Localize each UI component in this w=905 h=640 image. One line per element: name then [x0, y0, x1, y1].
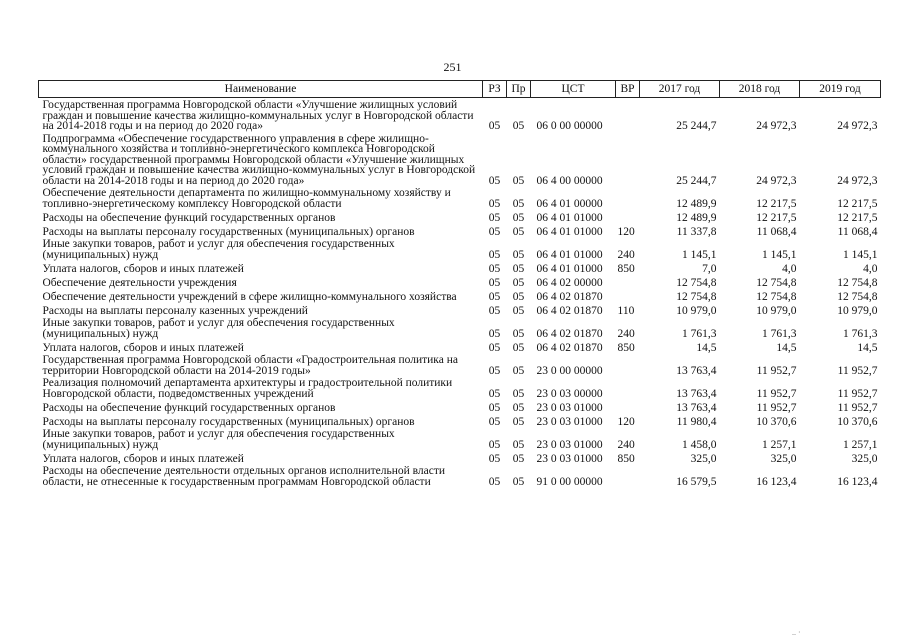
row-value-2018: 325,0 — [770, 452, 797, 465]
row-cst: 23 0 03 00000 — [536, 387, 603, 400]
row-vr — [616, 133, 640, 188]
row-value-2017: 12 489,9 — [676, 197, 717, 210]
row-name: Реализация полномочий департамента архитектуры и градостроительной политики Новгородской области, подведомственных учреждений — [42, 377, 453, 400]
row-value-2018: 12 754,8 — [756, 290, 797, 303]
row-cst: 06 0 00 00000 — [536, 120, 603, 132]
row-value-2018: 11 952,7 — [756, 364, 797, 377]
table-row — [39, 133, 881, 188]
row-value-2019: 11 952,7 — [837, 387, 878, 400]
row-name: Уплата налогов, сборов и иных платежей — [42, 452, 244, 465]
row-value-2018: 11 952,7 — [756, 387, 797, 400]
row-pr: 05 — [512, 438, 525, 451]
row-cst: 06 4 01 01000 — [536, 225, 603, 238]
row-value-2019: 10 979,0 — [837, 304, 878, 317]
header-name: Наименование — [39, 81, 483, 98]
row-value-2017: 10 979,0 — [676, 304, 717, 317]
row-name: Расходы на обеспечение деятельности отдельных органов исполнительной власти области, не отнесенные к государственным программам Новгородской области — [42, 465, 446, 488]
row-value-2019: 325,0 — [851, 452, 878, 465]
row-value-2017: 325,0 — [690, 452, 717, 465]
row-rz: 05 — [488, 364, 501, 377]
row-name: Уплата налогов, сборов и иных платежей — [42, 341, 244, 354]
row-name: Иные закупки товаров, работ и услуг для обеспечения государственных (муниципальных) нужд — [42, 317, 395, 340]
row-cst: 06 4 02 01870 — [536, 341, 603, 354]
table-row — [39, 238, 881, 261]
row-pr: 05 — [512, 415, 525, 428]
row-value-2017: 16 579,5 — [676, 475, 717, 488]
row-rz: 05 — [488, 475, 501, 488]
row-vr — [616, 400, 640, 414]
row-value-2019: 11 952,7 — [837, 401, 878, 414]
row-rz: 05 — [488, 341, 501, 354]
row-value-2018: 11 952,7 — [756, 401, 797, 414]
row-cst: 23 0 03 01000 — [536, 452, 603, 465]
table-row — [39, 224, 881, 238]
row-rz: 05 — [488, 174, 501, 187]
row-name: Расходы на обеспечение функций государственных органов — [42, 211, 336, 224]
table-row — [39, 340, 881, 354]
row-rz: 05 — [488, 197, 501, 210]
row-cst: 06 4 00 00000 — [536, 174, 603, 187]
row-rz: 05 — [488, 262, 501, 275]
row-vr — [616, 354, 640, 377]
row-value-2019: 12 754,8 — [837, 276, 878, 289]
row-value-2018: 12 217,5 — [756, 211, 797, 224]
table-row — [39, 261, 881, 275]
row-value-2019: 14,5 — [857, 341, 878, 354]
row-value-2019: 12 217,5 — [837, 211, 878, 224]
header-2018: 2018 год — [720, 81, 800, 98]
row-pr: 05 — [512, 341, 525, 354]
row-name: Расходы на выплаты персоналу казенных учреждений — [42, 304, 308, 317]
row-vr: 850 — [617, 452, 635, 465]
row-vr — [616, 210, 640, 224]
row-cst: 06 4 01 00000 — [536, 197, 603, 210]
row-value-2017: 25 244,7 — [676, 174, 717, 187]
row-value-2019: 1 145,1 — [843, 248, 878, 261]
row-rz: 05 — [488, 401, 501, 414]
row-cst: 23 0 03 01000 — [536, 438, 603, 451]
row-vr — [616, 289, 640, 303]
row-value-2019: 11 952,7 — [837, 364, 878, 377]
row-pr: 05 — [512, 304, 525, 317]
row-name: Государственная программа Новгородской области «Градостроительная политика на территории Новгородской области на 2014-2019 годы» — [42, 354, 458, 377]
row-value-2017: 13 763,4 — [676, 401, 717, 414]
row-vr: 240 — [617, 248, 635, 261]
row-name: Государственная программа Новгородской области «Улучшение жилищных условий граждан и повышение качества жилищно-коммунальных услуг в Новгородской области на 2014-2018 годы и на период до 2020 года» — [42, 99, 474, 132]
table-row — [39, 465, 881, 488]
budget-table — [38, 80, 881, 488]
row-value-2019: 1 761,3 — [843, 327, 878, 340]
row-cst: 06 4 01 01000 — [536, 262, 603, 275]
row-value-2017: 12 754,8 — [676, 276, 717, 289]
row-value-2018: 1 145,1 — [762, 248, 797, 261]
row-value-2017: 12 489,9 — [676, 211, 717, 224]
row-vr: 850 — [617, 262, 635, 275]
row-value-2018: 12 217,5 — [756, 197, 797, 210]
row-cst: 06 4 02 01870 — [536, 304, 603, 317]
header-2019: 2019 год — [800, 81, 881, 98]
row-vr: 120 — [617, 415, 635, 428]
row-value-2017: 14,5 — [696, 341, 717, 354]
row-name: Обеспечение деятельности учреждения — [42, 276, 237, 289]
row-rz: 05 — [488, 438, 501, 451]
row-rz: 05 — [488, 327, 501, 340]
row-name: Расходы на выплаты персоналу государственных (муниципальных) органов — [42, 415, 415, 428]
row-vr — [616, 377, 640, 400]
row-vr: 120 — [617, 225, 635, 238]
row-value-2019: 16 123,4 — [837, 475, 878, 488]
row-cst: 91 0 00 00000 — [536, 475, 603, 488]
row-value-2018: 14,5 — [776, 341, 797, 354]
table-row — [39, 303, 881, 317]
row-value-2017: 12 754,8 — [676, 290, 717, 303]
row-value-2019: 11 068,4 — [837, 225, 878, 238]
row-rz: 05 — [488, 225, 501, 238]
row-pr: 05 — [512, 364, 525, 377]
row-pr: 05 — [512, 248, 525, 261]
row-cst: 23 0 00 00000 — [536, 364, 603, 377]
row-rz: 05 — [488, 276, 501, 289]
row-vr: 110 — [617, 304, 635, 317]
row-pr: 05 — [512, 401, 525, 414]
row-value-2017: 11 980,4 — [676, 415, 717, 428]
row-vr: 240 — [617, 438, 635, 451]
row-rz: 05 — [488, 211, 501, 224]
row-value-2019: 1 257,1 — [843, 438, 878, 451]
row-pr: 05 — [512, 290, 525, 303]
row-value-2019: 24 972,3 — [837, 120, 878, 132]
table-row — [39, 275, 881, 289]
row-value-2018: 10 370,6 — [756, 415, 797, 428]
row-pr: 05 — [512, 120, 525, 132]
row-cst: 06 4 02 01870 — [536, 290, 603, 303]
header-cst: ЦСТ — [531, 81, 616, 98]
row-pr: 05 — [512, 327, 525, 340]
row-pr: 05 — [512, 211, 525, 224]
row-rz: 05 — [488, 452, 501, 465]
row-cst: 06 4 02 01870 — [536, 327, 603, 340]
row-name: Обеспечение деятельности учреждений в сфере жилищно-коммунального хозяйства — [42, 290, 457, 303]
row-value-2019: 12 217,5 — [837, 197, 878, 210]
table-row — [39, 354, 881, 377]
row-value-2018: 12 754,8 — [756, 276, 797, 289]
row-value-2019: 10 370,6 — [837, 415, 878, 428]
row-name: Расходы на обеспечение функций государственных органов — [42, 401, 336, 414]
row-value-2018: 11 068,4 — [756, 225, 797, 238]
row-pr: 05 — [512, 262, 525, 275]
row-name: Иные закупки товаров, работ и услуг для обеспечения государственных (муниципальных) нужд — [42, 238, 395, 261]
row-vr — [616, 98, 640, 133]
header-2017: 2017 год — [640, 81, 720, 98]
row-value-2018: 16 123,4 — [756, 475, 797, 488]
header-vr: ВР — [616, 81, 640, 98]
row-rz: 05 — [488, 304, 501, 317]
row-vr — [616, 465, 640, 488]
table-row — [39, 414, 881, 428]
row-pr: 05 — [512, 475, 525, 488]
row-value-2017: 1 145,1 — [682, 248, 717, 261]
table-header-row — [39, 81, 881, 98]
row-value-2018: 1 257,1 — [762, 438, 797, 451]
row-vr: 850 — [617, 341, 635, 354]
row-cst: 06 4 02 00000 — [536, 276, 603, 289]
row-cst: 23 0 03 01000 — [536, 401, 603, 414]
row-value-2017: 25 244,7 — [676, 120, 717, 132]
row-value-2018: 24 972,3 — [756, 174, 797, 187]
row-value-2019: 12 754,8 — [837, 290, 878, 303]
row-name: Расходы на выплаты персоналу государственных (муниципальных) органов — [42, 225, 415, 238]
table-row — [39, 451, 881, 465]
row-pr: 05 — [512, 174, 525, 187]
row-value-2019: 24 972,3 — [837, 174, 878, 187]
table-body — [39, 98, 881, 489]
table-row — [39, 317, 881, 340]
row-rz: 05 — [488, 415, 501, 428]
header-pr: Пр — [507, 81, 531, 98]
row-value-2019: 4,0 — [863, 262, 878, 275]
row-value-2017: 11 337,8 — [676, 225, 717, 238]
row-value-2018: 1 761,3 — [762, 327, 797, 340]
row-value-2018: 24 972,3 — [756, 120, 797, 132]
row-rz: 05 — [488, 387, 501, 400]
row-cst: 06 4 01 01000 — [536, 248, 603, 261]
row-value-2017: 13 763,4 — [676, 364, 717, 377]
row-vr — [616, 187, 640, 210]
table-row — [39, 98, 881, 133]
table-row — [39, 377, 881, 400]
table-row — [39, 210, 881, 224]
row-rz: 05 — [488, 248, 501, 261]
row-cst: 06 4 01 01000 — [536, 211, 603, 224]
row-pr: 05 — [512, 276, 525, 289]
row-value-2018: 10 979,0 — [756, 304, 797, 317]
row-rz: 05 — [488, 120, 501, 132]
row-name: Подпрограмма «Обеспечение государственного управления в сфере жилищно-коммунального хозяйства и топливно-энергетического комплекса Новгородской области» государственной программы Новгородской области «Улучшение жилищных условий граждан и повышение качества жилищно-коммунальных услуг в Новгородской области на 2014-2018 годы и на период до 2020 года» — [42, 132, 476, 187]
row-name: Иные закупки товаров, работ и услуг для обеспечения государственных (муниципальных) нужд — [42, 428, 395, 451]
page-number: 251 — [443, 60, 462, 74]
row-pr: 05 — [512, 452, 525, 465]
row-name: Обеспечение деятельности департамента по жилищно-коммунальному хозяйству и топливно-энергетическому комплексу Новгородской области — [42, 187, 451, 210]
row-pr: 05 — [512, 225, 525, 238]
table-row — [39, 187, 881, 210]
row-pr: 05 — [512, 197, 525, 210]
row-vr — [616, 275, 640, 289]
row-value-2017: 1 761,3 — [682, 327, 717, 340]
row-vr: 240 — [617, 327, 635, 340]
row-name: Уплата налогов, сборов и иных платежей — [42, 262, 244, 275]
table-row — [39, 289, 881, 303]
table-row — [39, 428, 881, 451]
row-value-2017: 7,0 — [702, 262, 717, 275]
row-value-2017: 13 763,4 — [676, 387, 717, 400]
scan-artifact: .. · — [792, 628, 801, 637]
header-rz: РЗ — [483, 81, 507, 98]
row-cst: 23 0 03 01000 — [536, 415, 603, 428]
row-value-2017: 1 458,0 — [682, 438, 717, 451]
row-pr: 05 — [512, 387, 525, 400]
table-row — [39, 400, 881, 414]
row-value-2018: 4,0 — [782, 262, 797, 275]
row-rz: 05 — [488, 290, 501, 303]
